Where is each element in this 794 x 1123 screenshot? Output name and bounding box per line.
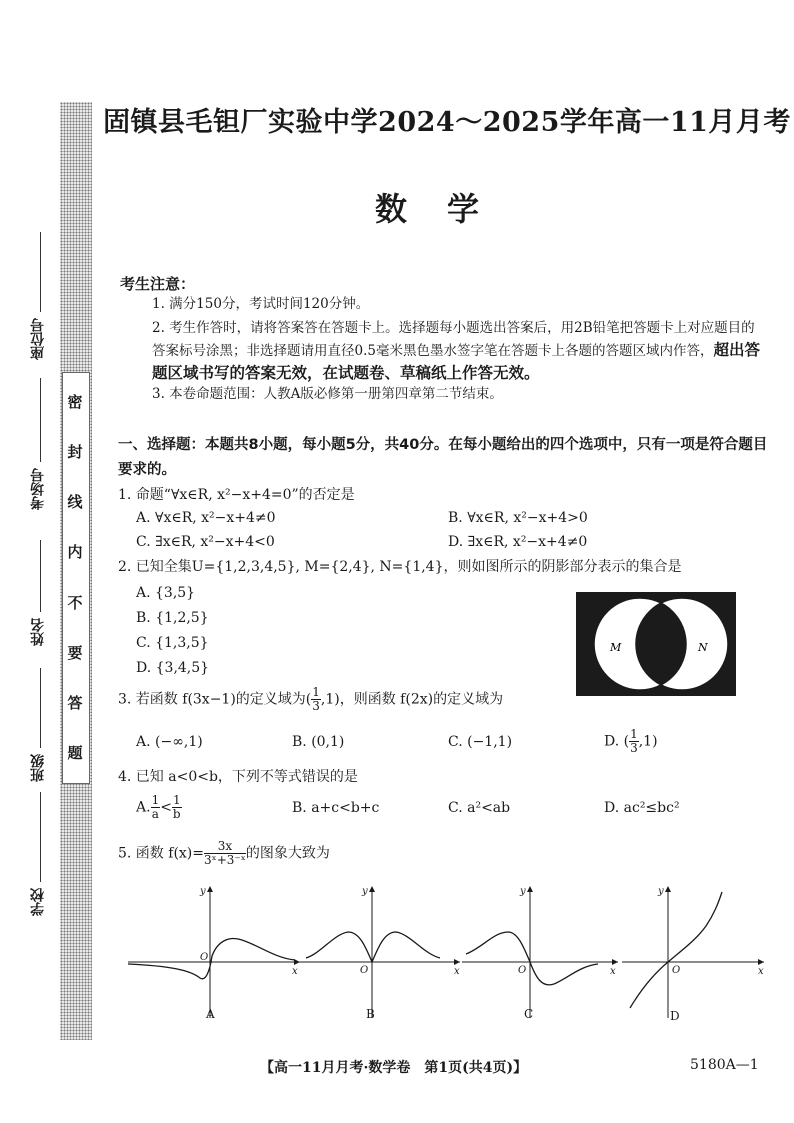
q3-option-d-part-1: D. ( xyxy=(604,733,630,750)
strip-char: 要 xyxy=(65,644,84,660)
q1-option-d: D. ∃x∈R, x²−x+4≠0 xyxy=(448,534,588,550)
question-2-stem: 2. 已知全集U={1,2,3,4,5}, M={2,4}, N={1,4}，则如图所示的阴影部分表示的集合是 xyxy=(118,559,682,575)
seal-line-text xyxy=(62,372,88,782)
graph-b xyxy=(300,886,460,1021)
q2-option-a: A. {3,5} xyxy=(136,585,196,601)
graph-a-label: A xyxy=(206,1007,215,1021)
q3-option-a: A. (−∞,1) xyxy=(136,734,203,750)
class-field-line[interactable] xyxy=(40,792,41,882)
q4-option-a-prefix: A. xyxy=(136,799,151,816)
question-3-stem xyxy=(118,686,503,713)
graph-a-y-label: y xyxy=(200,886,206,897)
graph-c-label: C xyxy=(524,1007,534,1021)
venn-diagram xyxy=(576,592,736,696)
q4-a-num1: 1 xyxy=(151,793,160,807)
graph-d-y-label: y xyxy=(658,886,664,897)
q5-fraction xyxy=(204,840,246,867)
graph-b-x-label: x xyxy=(454,966,460,977)
strip-char: 不 xyxy=(65,594,84,610)
graph-d-x-label: x xyxy=(758,966,764,977)
q2-option-c: C. {1,3,5} xyxy=(136,635,209,651)
graph-c-y-label: y xyxy=(520,886,526,897)
q1-option-a: A. ∀x∈R, x²−x+4≠0 xyxy=(136,510,276,526)
q5-stem-part-2: 的图象大致为 xyxy=(245,845,330,862)
question-4-stem: 4. 已知 a<0<b，下列不等式错误的是 xyxy=(118,769,358,785)
notice-item-3: 3. 本卷命题范围：人教A版必修第一册第四章第二节结束。 xyxy=(152,386,503,402)
q1-option-c: C. ∃x∈R, x²−x+4<0 xyxy=(136,534,275,550)
q4-option-c: C. a²<ab xyxy=(448,800,511,816)
graph-d-origin: O xyxy=(672,965,681,976)
seat-field-line[interactable] xyxy=(40,232,41,312)
q3-stem-part-1: 3. 若函数 f(3x−1)的定义域为( xyxy=(118,691,312,708)
exam-title: 固镇县毛钽厂实验中学2024～2025学年高一11月月考 xyxy=(103,107,791,138)
graph-a-origin: O xyxy=(200,952,209,963)
strip-char: 封 xyxy=(65,444,84,460)
question-5-stem xyxy=(118,840,330,867)
q4-a-den2: b xyxy=(172,807,181,821)
q3-option-c: C. (−1,1) xyxy=(448,734,513,750)
q4-a-num2: 1 xyxy=(172,793,181,807)
notice-item-1: 1. 满分150分，考试时间120分钟。 xyxy=(152,296,370,312)
strip-char: 内 xyxy=(65,544,84,560)
q3-option-d-num: 1 xyxy=(630,727,638,741)
graph-b-y-label: y xyxy=(362,886,368,897)
q2-option-b: B. {1,2,5} xyxy=(136,610,209,626)
graph-c-origin: O xyxy=(518,965,527,976)
school-label: 学校 xyxy=(30,888,46,916)
name-label: 姓名 xyxy=(30,618,46,646)
name-field-line-lower[interactable] xyxy=(40,668,41,748)
room-field-line[interactable] xyxy=(40,378,41,462)
section-heading: 一、选择题：本题共8小题，每小题5分，共40分。在每小题给出的四个选项中，只有一项是符合题目要求的。 xyxy=(118,437,768,478)
graph-d-label: D xyxy=(670,1009,680,1023)
graph-c-x-label: x xyxy=(610,966,616,977)
q4-option-a xyxy=(136,794,182,821)
graph-a xyxy=(128,886,300,1021)
notice-heading: 考生注意： xyxy=(120,275,196,293)
graph-a-x-label: x xyxy=(292,966,298,977)
q3-option-d xyxy=(604,728,658,755)
q5-fraction-den: 3ˣ+3⁻ˣ xyxy=(204,853,246,867)
strip-char: 线 xyxy=(65,494,84,510)
strip-char: 题 xyxy=(65,744,84,760)
notice-item-2 xyxy=(152,317,764,385)
q4-option-a-frac-2 xyxy=(172,794,182,821)
venn-svg xyxy=(576,592,736,696)
graph-b-origin: O xyxy=(360,965,369,976)
subject-title: 数学 xyxy=(374,190,519,228)
notice-item-2-emphasis: 超出答题区域书写的答案无效，在试题卷、草稿纸上作答无效。 xyxy=(152,341,760,382)
page-footer: 【高一11月月考·数学卷 第1页(共4页)】 xyxy=(260,1060,528,1076)
q5-stem-part-1: 5. 函数 f(x)= xyxy=(118,845,204,862)
question-1-stem: 1. 命题“∀x∈R, x²−x+4=0”的否定是 xyxy=(118,487,355,503)
venn-label-m: M xyxy=(610,641,622,654)
q3-fraction-den: 3 xyxy=(312,699,320,713)
graph-c xyxy=(462,886,618,1021)
q4-a-relation: < xyxy=(160,799,172,816)
name-field-line[interactable] xyxy=(40,540,41,612)
venn-label-n: N xyxy=(698,641,708,654)
q4-option-d: D. ac²≤bc² xyxy=(604,800,680,816)
q1-option-b: B. ∀x∈R, x²−x+4>0 xyxy=(448,510,588,526)
graph-b-label: B xyxy=(366,1007,375,1021)
q4-option-a-frac-1 xyxy=(151,794,161,821)
q4-option-b: B. a+c<b+c xyxy=(292,800,380,816)
q3-fraction xyxy=(311,686,321,713)
strip-char: 密 xyxy=(65,394,84,409)
q3-stem-part-2: ,1)，则函数 f(2x)的定义域为 xyxy=(320,691,504,708)
q3-option-d-fraction xyxy=(629,728,639,755)
paper-code: 5180A—1 xyxy=(690,1057,759,1073)
q2-option-d: D. {3,4,5} xyxy=(136,660,210,676)
room-label: 考场号 xyxy=(30,468,46,510)
q3-option-b: B. (0,1) xyxy=(292,734,345,750)
graph-d xyxy=(622,886,764,1023)
q5-fraction-num: 3x xyxy=(204,840,246,854)
q3-fraction-num: 1 xyxy=(312,685,320,699)
notice-item-2-text: 2. 考生作答时，请将答案答在答题卡上。选择题每小题选出答案后，用2B铅笔把答题卡上对应题目的答案标号涂黑；非选择题请用直径0.5毫米黑色墨水签字笔在答题卡上各题的答题区域内作答， xyxy=(152,320,755,359)
q4-a-den1: a xyxy=(151,807,159,821)
q5-graphs xyxy=(120,878,770,1028)
q3-option-d-part-2: ,1) xyxy=(638,733,658,750)
strip-char: 答 xyxy=(65,694,84,710)
seat-label: 座位号 xyxy=(30,318,46,360)
q3-option-d-den: 3 xyxy=(630,741,638,755)
class-label: 班级 xyxy=(30,754,46,782)
